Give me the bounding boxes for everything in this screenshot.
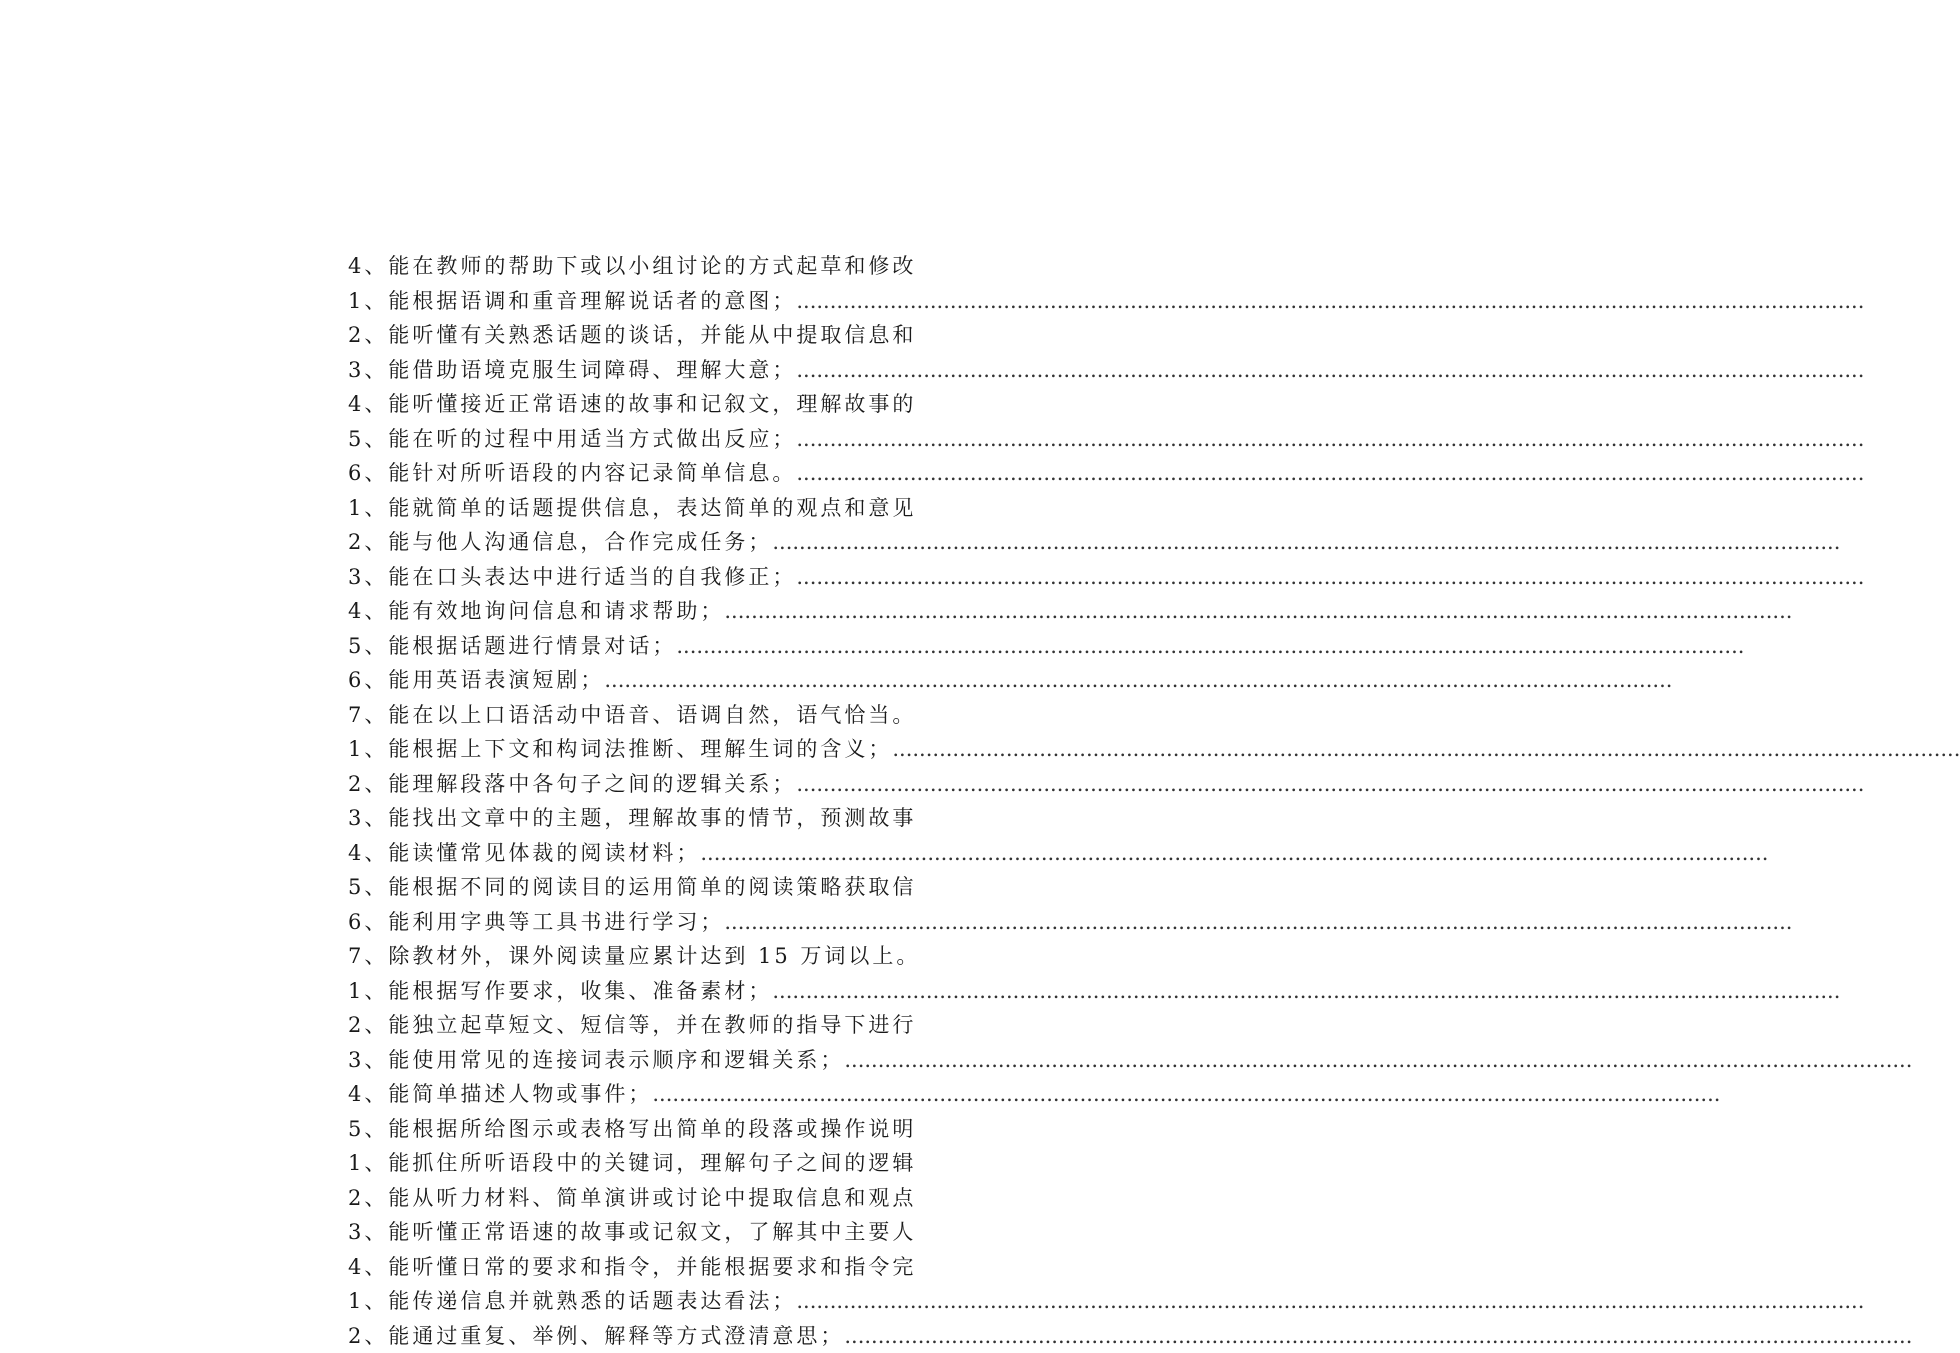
objective-line bbox=[348, 974, 950, 1009]
dot-leader: ................................................................................................................................................................ bbox=[796, 289, 1864, 313]
objective-line bbox=[348, 1112, 950, 1147]
objective-text: 2、能理解段落中各句子之间的逻辑关系； bbox=[348, 772, 796, 796]
objective-text: 3、能找出文章中的主题，理解故事的情节，预测故事 bbox=[348, 806, 916, 830]
dot-leader: ................................................................................................................................................................ bbox=[676, 634, 1744, 658]
objective-text: 6、能用英语表演短剧； bbox=[348, 668, 604, 692]
objective-line bbox=[348, 387, 950, 422]
objective-text: 4、能读懂常见体裁的阅读材料； bbox=[348, 841, 700, 865]
objective-text: 5、能在听的过程中用适当方式做出反应； bbox=[348, 427, 796, 451]
objective-line bbox=[348, 422, 950, 457]
objective-text: 2、能与他人沟通信息，合作完成任务； bbox=[348, 530, 772, 554]
objective-text: 7、除教材外，课外阅读量应累计达到 15 万词以上。 bbox=[348, 944, 920, 968]
objective-line bbox=[348, 1250, 950, 1285]
objective-line bbox=[348, 318, 950, 353]
objective-text: 5、能根据所给图示或表格写出简单的段落或操作说明 bbox=[348, 1117, 916, 1141]
dot-leader: ................................................................................................................................................................ bbox=[724, 599, 1792, 623]
document-page bbox=[0, 0, 950, 1344]
objective-line bbox=[348, 284, 950, 319]
dot-leader: ................................................................................................................................................................ bbox=[772, 979, 1840, 1003]
objective-line bbox=[348, 732, 950, 767]
dot-leader: ................................................................................................................................................................ bbox=[796, 565, 1864, 589]
objective-line bbox=[348, 767, 950, 802]
objective-line bbox=[348, 1181, 950, 1216]
objective-line bbox=[348, 801, 950, 836]
objective-line bbox=[348, 905, 950, 940]
objective-line bbox=[348, 491, 950, 526]
objective-text: 5、能根据不同的阅读目的运用简单的阅读策略获取信 bbox=[348, 875, 916, 899]
objective-line bbox=[348, 663, 950, 698]
objective-line bbox=[348, 1043, 950, 1078]
objective-line bbox=[348, 698, 950, 733]
objective-line bbox=[348, 353, 950, 388]
dot-leader: ................................................................................................................................................................ bbox=[796, 427, 1864, 451]
objective-line bbox=[348, 594, 950, 629]
dot-leader: ................................................................................................................................................................ bbox=[772, 530, 1840, 554]
objective-text: 4、能简单描述人物或事件； bbox=[348, 1082, 652, 1106]
objective-text: 4、能有效地询问信息和请求帮助； bbox=[348, 599, 724, 623]
objective-text: 1、能就简单的话题提供信息，表达简单的观点和意见 bbox=[348, 496, 916, 520]
objective-text: 5、能根据话题进行情景对话； bbox=[348, 634, 676, 658]
objective-line bbox=[348, 1215, 950, 1250]
objective-line bbox=[348, 1284, 950, 1319]
objective-text: 1、能根据写作要求，收集、准备素材； bbox=[348, 979, 772, 1003]
objective-text: 3、能在口头表达中进行适当的自我修正； bbox=[348, 565, 796, 589]
dot-leader: ................................................................................................................................................................ bbox=[796, 1289, 1864, 1313]
objective-text: 4、能在教师的帮助下或以小组讨论的方式起草和修改 bbox=[348, 254, 916, 278]
objective-line bbox=[348, 939, 950, 974]
dot-leader: ................................................................................................................................................................ bbox=[844, 1048, 1912, 1072]
objective-line bbox=[348, 249, 950, 284]
dot-leader: ................................................................................................................................................................ bbox=[700, 841, 1768, 865]
dot-leader: ................................................................................................................................................................ bbox=[796, 358, 1864, 382]
dot-leader: ................................................................................................................................................................ bbox=[796, 461, 1864, 485]
objective-line bbox=[348, 1146, 950, 1181]
objective-line bbox=[348, 456, 950, 491]
objective-text: 1、能传递信息并就熟悉的话题表达看法； bbox=[348, 1289, 796, 1313]
objective-text: 4、能听懂接近正常语速的故事和记叙文，理解故事的 bbox=[348, 392, 916, 416]
objective-text: 2、能通过重复、举例、解释等方式澄清意思； bbox=[348, 1324, 844, 1348]
objective-line bbox=[348, 560, 950, 595]
objective-text: 6、能利用字典等工具书进行学习； bbox=[348, 910, 724, 934]
objective-text: 2、能听懂有关熟悉话题的谈话，并能从中提取信息和 bbox=[348, 323, 916, 347]
objective-line bbox=[348, 525, 950, 560]
objective-text: 2、能独立起草短文、短信等，并在教师的指导下进行 bbox=[348, 1013, 916, 1037]
dot-leader: ................................................................................................................................................................ bbox=[652, 1082, 1720, 1106]
objective-text: 3、能听懂正常语速的故事或记叙文，了解其中主要人 bbox=[348, 1220, 916, 1244]
objective-text: 6、能针对所听语段的内容记录简单信息。 bbox=[348, 461, 796, 485]
objective-text: 2、能从听力材料、简单演讲或讨论中提取信息和观点 bbox=[348, 1186, 916, 1210]
curriculum-objectives-list bbox=[348, 249, 950, 1353]
dot-leader: ................................................................................................................................................................ bbox=[844, 1324, 1912, 1348]
objective-line bbox=[348, 629, 950, 664]
dot-leader: ................................................................................................................................................................ bbox=[796, 772, 1864, 796]
objective-text: 1、能根据语调和重音理解说话者的意图； bbox=[348, 289, 796, 313]
objective-text: 7、能在以上口语活动中语音、语调自然，语气恰当。 bbox=[348, 703, 916, 727]
dot-leader: ................................................................................................................................................................ bbox=[724, 910, 1792, 934]
objective-text: 1、能抓住所听语段中的关键词，理解句子之间的逻辑 bbox=[348, 1151, 916, 1175]
dot-leader: ................................................................................................................................................................ bbox=[604, 668, 1672, 692]
objective-line bbox=[348, 870, 950, 905]
objective-line bbox=[348, 1077, 950, 1112]
objective-line bbox=[348, 1008, 950, 1043]
objective-text: 1、能根据上下文和构词法推断、理解生词的含义； bbox=[348, 737, 892, 761]
objective-text: 3、能借助语境克服生词障碍、理解大意； bbox=[348, 358, 796, 382]
objective-text: 4、能听懂日常的要求和指令，并能根据要求和指令完 bbox=[348, 1255, 916, 1279]
objective-line bbox=[348, 1319, 950, 1353]
objective-text: 3、能使用常见的连接词表示顺序和逻辑关系； bbox=[348, 1048, 844, 1072]
dot-leader: ................................................................................................................................................................ bbox=[892, 737, 1960, 761]
objective-line bbox=[348, 836, 950, 871]
